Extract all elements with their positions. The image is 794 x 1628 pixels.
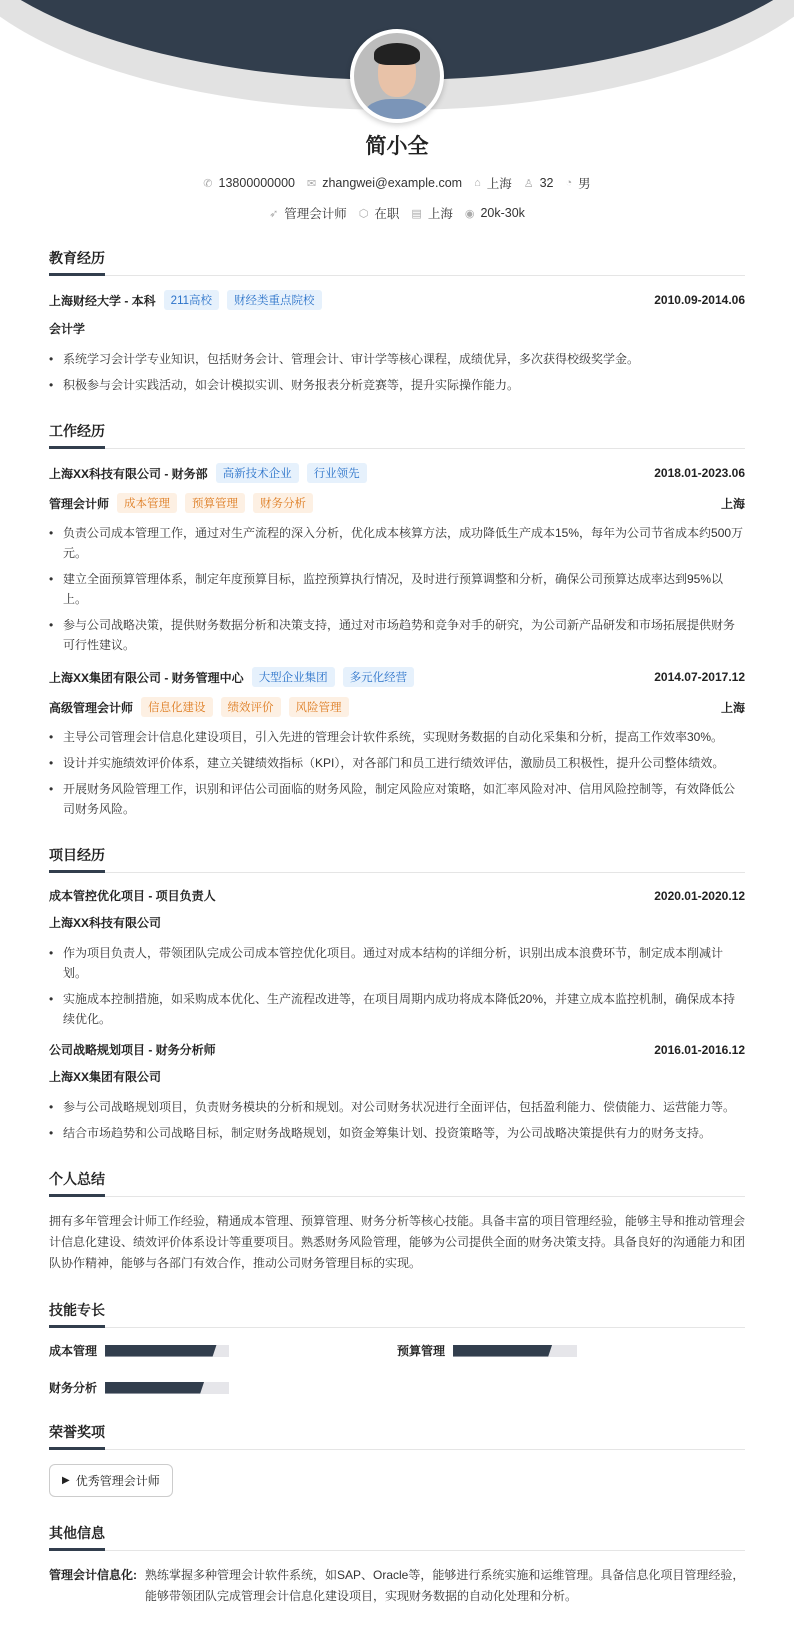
entry-title-group bbox=[49, 290, 322, 310]
entry-header bbox=[49, 463, 745, 483]
summary-section bbox=[49, 1169, 745, 1274]
date-range: 2020.01-2020.12 bbox=[654, 888, 745, 903]
skill-name: 预算管理 bbox=[397, 1344, 446, 1358]
entry-title-group bbox=[49, 887, 216, 904]
section-heading: 项目经历 bbox=[49, 845, 105, 873]
status: 在职 bbox=[374, 207, 400, 221]
section-heading: 技能专长 bbox=[49, 1300, 105, 1328]
company-name: 上海XX科技有限公司 - 财务部 bbox=[49, 466, 208, 481]
company-name: 上海XX集团有限公司 - 财务管理中心 bbox=[49, 670, 244, 685]
section-heading: 工作经历 bbox=[49, 421, 105, 449]
school-name: 上海财经大学 - 本科 bbox=[49, 293, 156, 308]
projects-title bbox=[49, 845, 745, 873]
company-tag: 行业领先 bbox=[307, 463, 367, 483]
bullet-list bbox=[49, 1097, 745, 1143]
salary-icon: ◉ bbox=[464, 207, 475, 220]
date-range: 2018.01-2023.06 bbox=[654, 466, 745, 480]
bullet-list bbox=[49, 523, 745, 655]
section-heading: 其他信息 bbox=[49, 1523, 105, 1551]
gender-icon: ◔ bbox=[565, 177, 573, 189]
skill-bar bbox=[105, 1345, 229, 1357]
bullet-list bbox=[49, 349, 745, 395]
job-intent bbox=[0, 204, 794, 222]
skills-title bbox=[49, 1300, 745, 1328]
skill-bar-fill bbox=[105, 1382, 204, 1394]
gender: 男 bbox=[578, 177, 591, 191]
role-group bbox=[49, 697, 349, 717]
company-tag: 大型企业集团 bbox=[252, 667, 335, 687]
role-group bbox=[49, 493, 313, 513]
date-range: 2016.01-2016.12 bbox=[654, 1042, 745, 1057]
skills-section bbox=[49, 1300, 745, 1396]
education-title bbox=[49, 248, 745, 276]
award-name: 优秀管理会计师 bbox=[75, 1474, 160, 1488]
project-title: 成本管控优化项目 - 项目负责人 bbox=[49, 889, 216, 903]
project-company: 上海XX集团有限公司 bbox=[49, 1070, 162, 1084]
section-heading: 教育经历 bbox=[49, 248, 105, 276]
bullet-item: • 参与公司战略规划项目，负责财务模块的分析和规划。对公司财务状况进行全面评估，包括盈利能力、偿债能力、运营能力等。 bbox=[49, 1097, 745, 1117]
bullet-item: • 建立全面预算管理体系，制定年度预算目标，监控预算执行情况，及时进行预算调整和分析，确保公司预算达成率达到95%以上。 bbox=[49, 569, 745, 609]
other-title bbox=[49, 1523, 745, 1551]
skill-item bbox=[397, 1342, 745, 1359]
bullet-item: • 开展财务风险管理工作，识别和评估公司面临的财务风险，制定风险应对策略，如汇率风险对冲、信用风险控制等，有效降低公司财务风险。 bbox=[49, 779, 745, 819]
send-icon: ➶ bbox=[269, 207, 279, 220]
skill-tag: 成本管理 bbox=[117, 493, 177, 513]
bullet-item: • 参与公司战略决策，提供财务数据分析和决策支持，通过对市场趋势和竞争对手的研究，为公司新产品研发和市场拓展提供财务可行性建议。 bbox=[49, 615, 745, 655]
job-role: 管理会计师 bbox=[49, 496, 110, 511]
location: 上海 bbox=[720, 496, 745, 511]
contact-info bbox=[0, 174, 794, 192]
skill-tag: 绩效评价 bbox=[221, 697, 281, 717]
skill-item bbox=[49, 1342, 397, 1359]
other-item bbox=[49, 1565, 745, 1607]
position: 管理会计师 bbox=[284, 207, 347, 221]
age: 32 bbox=[539, 176, 554, 190]
entry-header bbox=[49, 290, 745, 310]
home-icon: ⌂ bbox=[474, 177, 481, 189]
skill-tag: 财务分析 bbox=[253, 493, 313, 513]
entry-title-group bbox=[49, 463, 367, 483]
location: 上海 bbox=[720, 700, 745, 715]
project-title: 公司战略规划项目 - 财务分析师 bbox=[49, 1043, 216, 1057]
bullet-item: • 作为项目负责人，带领团队完成公司成本管控优化项目。通过对成本结构的详细分析，识别出成本浪费环节，制定成本削减计划。 bbox=[49, 943, 745, 983]
skill-bar-fill bbox=[453, 1345, 552, 1357]
status-icon: ⬡ bbox=[358, 207, 369, 220]
skill-tag: 风险管理 bbox=[289, 697, 349, 717]
entry-header bbox=[49, 697, 745, 717]
email-icon: ✉ bbox=[307, 177, 317, 190]
entry-title-group bbox=[49, 667, 414, 687]
entry-header bbox=[49, 887, 745, 904]
play-icon: ▶ bbox=[62, 1475, 70, 1486]
phone: 13800000000 bbox=[218, 176, 295, 190]
bullet-item: • 主导公司管理会计信息化建设项目，引入先进的管理会计软件系统，实现财务数据的自动化采集和分析，提高工作效率30%。 bbox=[49, 727, 745, 747]
bullet-list bbox=[49, 943, 745, 1029]
work-section bbox=[49, 421, 745, 819]
bullet-list bbox=[49, 727, 745, 819]
candidate-name: 简小全 bbox=[365, 135, 429, 158]
major: 会计学 bbox=[49, 322, 86, 336]
project-company: 上海XX科技有限公司 bbox=[49, 916, 162, 930]
section-heading: 个人总结 bbox=[49, 1169, 105, 1197]
salary: 20k-30k bbox=[480, 206, 525, 220]
award-item bbox=[49, 1464, 173, 1497]
education-section bbox=[49, 248, 745, 395]
company-tag: 多元化经营 bbox=[343, 667, 415, 687]
other-section bbox=[49, 1523, 745, 1607]
entry-title-group bbox=[49, 1041, 216, 1058]
summary-text: 拥有多年管理会计师工作经验，精通成本管理、预算管理、财务分析等核心技能。具备丰富的项目管理经验，能够主导和推动管理会计信息化建设、绩效评价体系设计等重要项目。熟悉财务风险管理，能够为公司提供全面的财务决策支持。具备良好的沟通能力和团队协作精神，能够与各部门有效合作，推动公司财务管理目标的实现。 bbox=[49, 1214, 746, 1270]
other-label: 管理会计信息化: bbox=[49, 1568, 137, 1582]
awards-title bbox=[49, 1422, 745, 1450]
skill-tag: 信息化建设 bbox=[141, 697, 213, 717]
entry-header bbox=[49, 1041, 745, 1058]
bullet-item: • 积极参与会计实践活动，如会计模拟实训、财务报表分析竞赛等，提升实际操作能力。 bbox=[49, 375, 745, 395]
skill-bar-fill bbox=[105, 1345, 217, 1357]
date-range: 2014.07-2017.12 bbox=[654, 670, 745, 684]
date-range: 2010.09-2014.06 bbox=[654, 293, 745, 307]
age-icon: ♙ bbox=[523, 177, 534, 190]
bullet-item: • 实施成本控制措施，如采购成本优化、生产流程改进等，在项目周期内成功将成本降低20%，并建立成本监控机制，确保成本持续优化。 bbox=[49, 989, 745, 1029]
bullet-item: • 系统学习会计学专业知识，包括财务会计、管理会计、审计学等核心课程，成绩优异，多次获得校级奖学金。 bbox=[49, 349, 745, 369]
skill-tag: 预算管理 bbox=[185, 493, 245, 513]
entry-header bbox=[49, 493, 745, 513]
job-role: 高级管理会计师 bbox=[49, 700, 134, 715]
email: zhangwei@example.com bbox=[322, 176, 463, 190]
company-tag: 高新技术企业 bbox=[216, 463, 299, 483]
school-tag: 211高校 bbox=[164, 290, 219, 310]
skill-item bbox=[49, 1379, 397, 1396]
bullet-item: • 结合市场趋势和公司战略目标，制定财务战略规划，如资金筹集计划、投资策略等，为公司战略决策提供有力的财务支持。 bbox=[49, 1123, 745, 1143]
awards-section bbox=[49, 1422, 745, 1497]
bullet-item: • 负责公司成本管理工作，通过对生产流程的深入分析，优化成本核算方法，成功降低生产成本15%，每年为公司节省成本约500万元。 bbox=[49, 523, 745, 563]
section-heading: 荣誉奖项 bbox=[49, 1422, 105, 1450]
skills-grid bbox=[49, 1342, 745, 1396]
skill-bar bbox=[105, 1382, 229, 1394]
other-text: 熟练掌握多种管理会计软件系统，如SAP、Oracle等，能够进行系统实施和运维管理。具备信息化项目管理经验，能够带领团队完成管理会计信息化建设项目，实现财务数据的自动化处理和分析。 bbox=[145, 1568, 745, 1603]
school-tag: 财经类重点院校 bbox=[227, 290, 322, 310]
bullet-item: • 设计并实施绩效评价体系，建立关键绩效指标（KPI），对各部门和员工进行绩效评估，激励员工积极性，提升公司整体绩效。 bbox=[49, 753, 745, 773]
skill-bar bbox=[453, 1345, 577, 1357]
avatar bbox=[350, 29, 444, 123]
skill-name: 财务分析 bbox=[49, 1381, 98, 1395]
skill-name: 成本管理 bbox=[49, 1344, 98, 1358]
projects-section bbox=[49, 845, 745, 1143]
building-icon: ▤ bbox=[411, 207, 422, 220]
entry-header bbox=[49, 667, 745, 687]
target-city: 上海 bbox=[427, 207, 453, 221]
work-title bbox=[49, 421, 745, 449]
city: 上海 bbox=[486, 177, 512, 191]
summary-title bbox=[49, 1169, 745, 1197]
phone-icon: ✆ bbox=[203, 177, 213, 190]
